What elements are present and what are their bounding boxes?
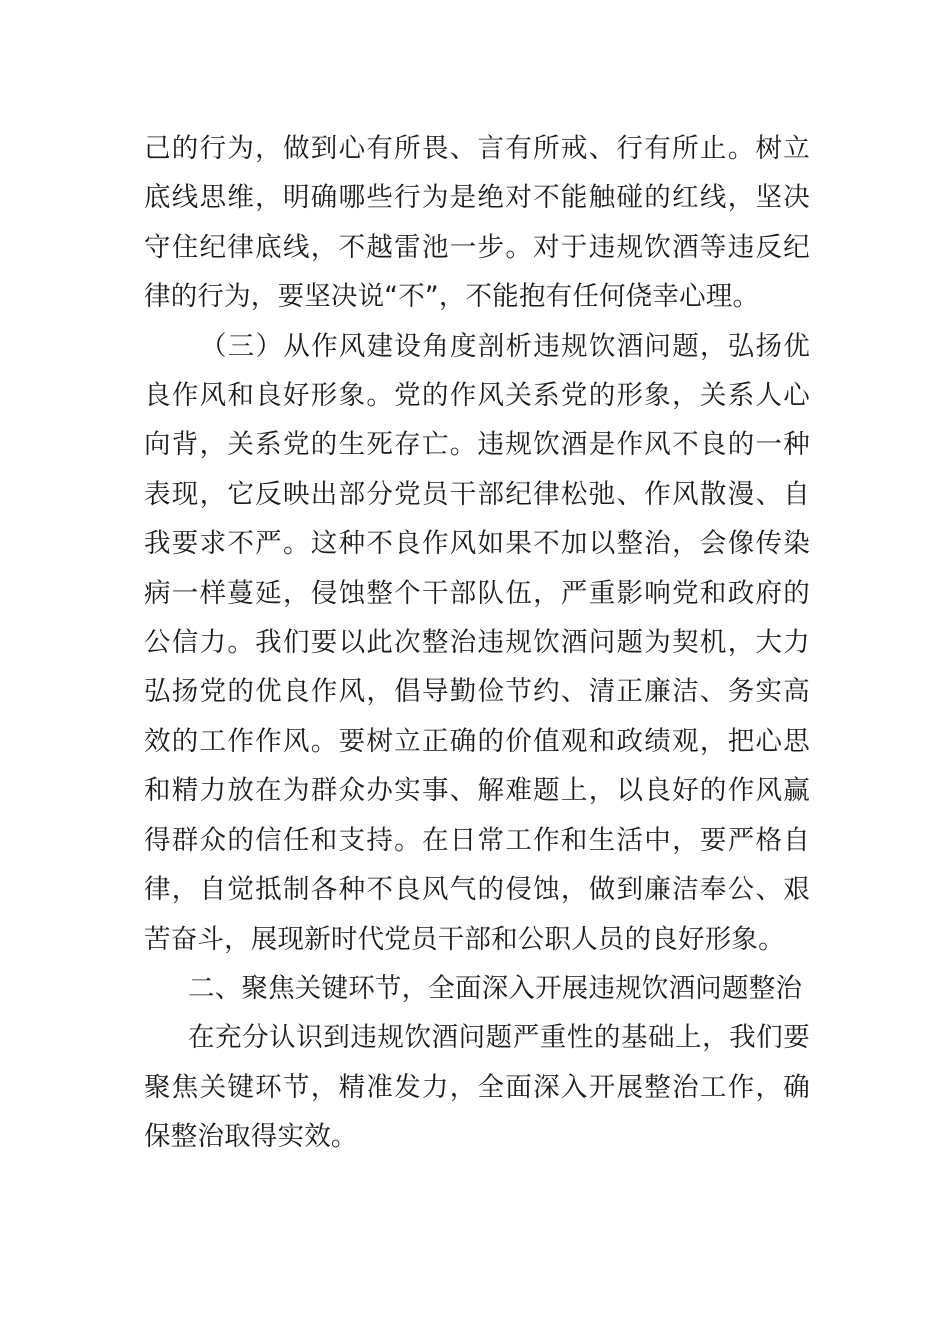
- paragraph-section-two-intro: 在充分认识到违规饮酒问题严重性的基础上，我们要聚焦关键环节，精准发力，全面深入开展整治工作，确保整治取得实效。: [144, 1022, 810, 1153]
- paragraph-section-three: （三）从作风建设角度剖析违规饮酒问题，弘扬优良作风和良好形象。党的作风关系党的形象，关系人心向背，关系党的生死存亡。违规饮酒是作风不良的一种表现，它反映出部分党员干部纪律松弛、作风散漫、自我要求不严。这种不良作风如果不加以整治，会像传染病一样蔓延，侵蚀整个干部队伍，严重影响党和政府的公信力。我们要以此次整治违规饮酒问题为契机，大力弘扬党的优良作风，倡导勤俭节约、清正廉洁、务实高效的工作作风。要树立正确的价值观和政绩观，把心思和精力放在为群众办实事、解难题上，以良好的作风赢得群众的信任和支持。在日常工作和生活中，要严格自律，自觉抵制各种不良风气的侵蚀，做到廉洁奉公、艰苦奋斗，展现新时代党员干部和公职人员的良好形象。: [144, 330, 810, 955]
- document-body: [144, 124, 810, 1162]
- heading-section-two: 二、聚焦关键环节，全面深入开展违规饮酒问题整治: [188, 972, 803, 1004]
- paragraph-continuation: 己的行为，做到心有所畏、言有所戒、行有所止。树立底线思维，明确哪些行为是绝对不能触碰的红线，坚决守住纪律底线，不越雷池一步。对于违规饮酒等违反纪律的行为，要坚决说“不”，不能抱有任何侥幸心理。: [144, 133, 810, 313]
